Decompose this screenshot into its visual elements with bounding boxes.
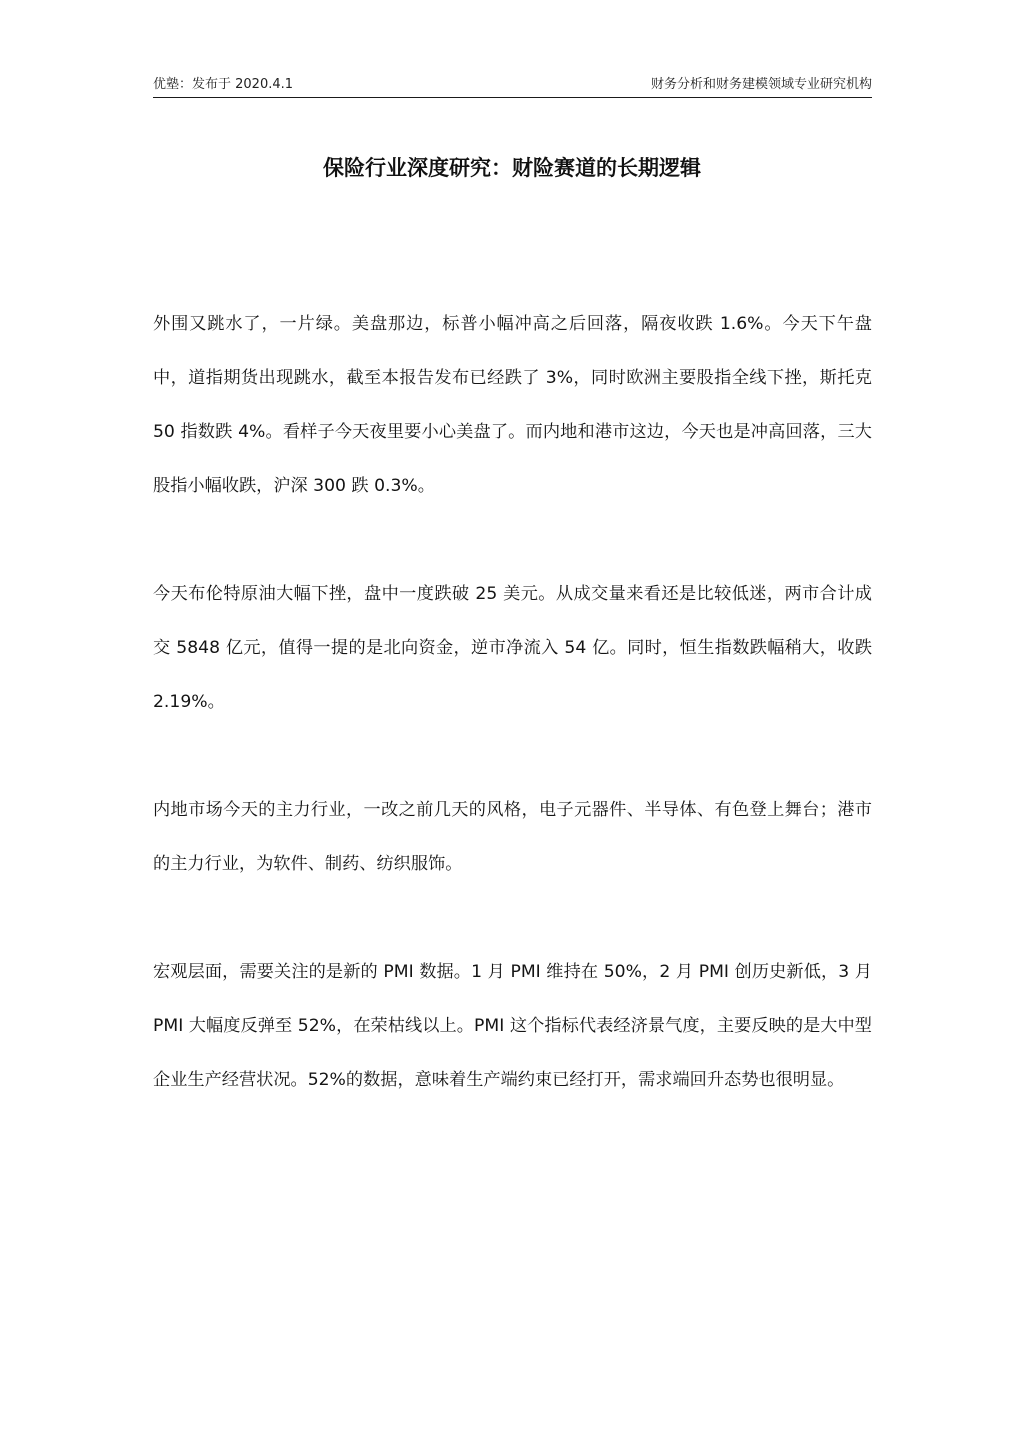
header-organization: 财务分析和财务建模领域专业研究机构 <box>650 77 872 92</box>
paragraph-oil-and-volume: 今天布伦特原油大幅下挫，盘中一度跌破 25 美元。从成交量来看还是比较低迷，两市合计成交 5848 亿元，值得一提的是北向资金，逆市净流入 54 亿。同时，恒生指数跌幅稍大，收跌 2.19%。 <box>153 584 872 712</box>
paragraph-macro-pmi: 宏观层面，需要关注的是新的 PMI 数据。1 月 PMI 维持在 50%，2 月 PMI 创历史新低，3 月 PMI 大幅度反弹至 52%，在荣枯线以上。PMI 这个指标代表经济景气度，主要反映的是大中型企业生产经营状况。52%的数据，意味着生产端约束已经打开，需求端回升态势也很明显。 <box>153 962 872 1090</box>
header-publisher-date: 优塾：发布于 2020.4.1 <box>153 77 294 92</box>
document-body <box>153 297 872 1107</box>
page-header <box>153 74 872 96</box>
document-title: 保险行业深度研究：财险赛道的长期逻辑 <box>323 156 701 181</box>
paragraph-market-overview: 外围又跳水了，一片绿。美盘那边，标普小幅冲高之后回落，隔夜收跌 1.6%。今天下午盘中，道指期货出现跳水，截至本报告发布已经跌了 3%，同时欧洲主要股指全线下挫，斯托克 50 指数跌 4%。看样子今天夜里要小心美盘了。而内地和港市这边，今天也是冲高回落，三大股指小幅收跌，沪深 300 跌 0.3%。 <box>153 314 872 496</box>
paragraph-leading-industries: 内地市场今天的主力行业，一改之前几天的风格，电子元器件、半导体、有色登上舞台；港市的主力行业，为软件、制药、纺织服饰。 <box>153 800 872 874</box>
header-divider <box>153 97 872 98</box>
